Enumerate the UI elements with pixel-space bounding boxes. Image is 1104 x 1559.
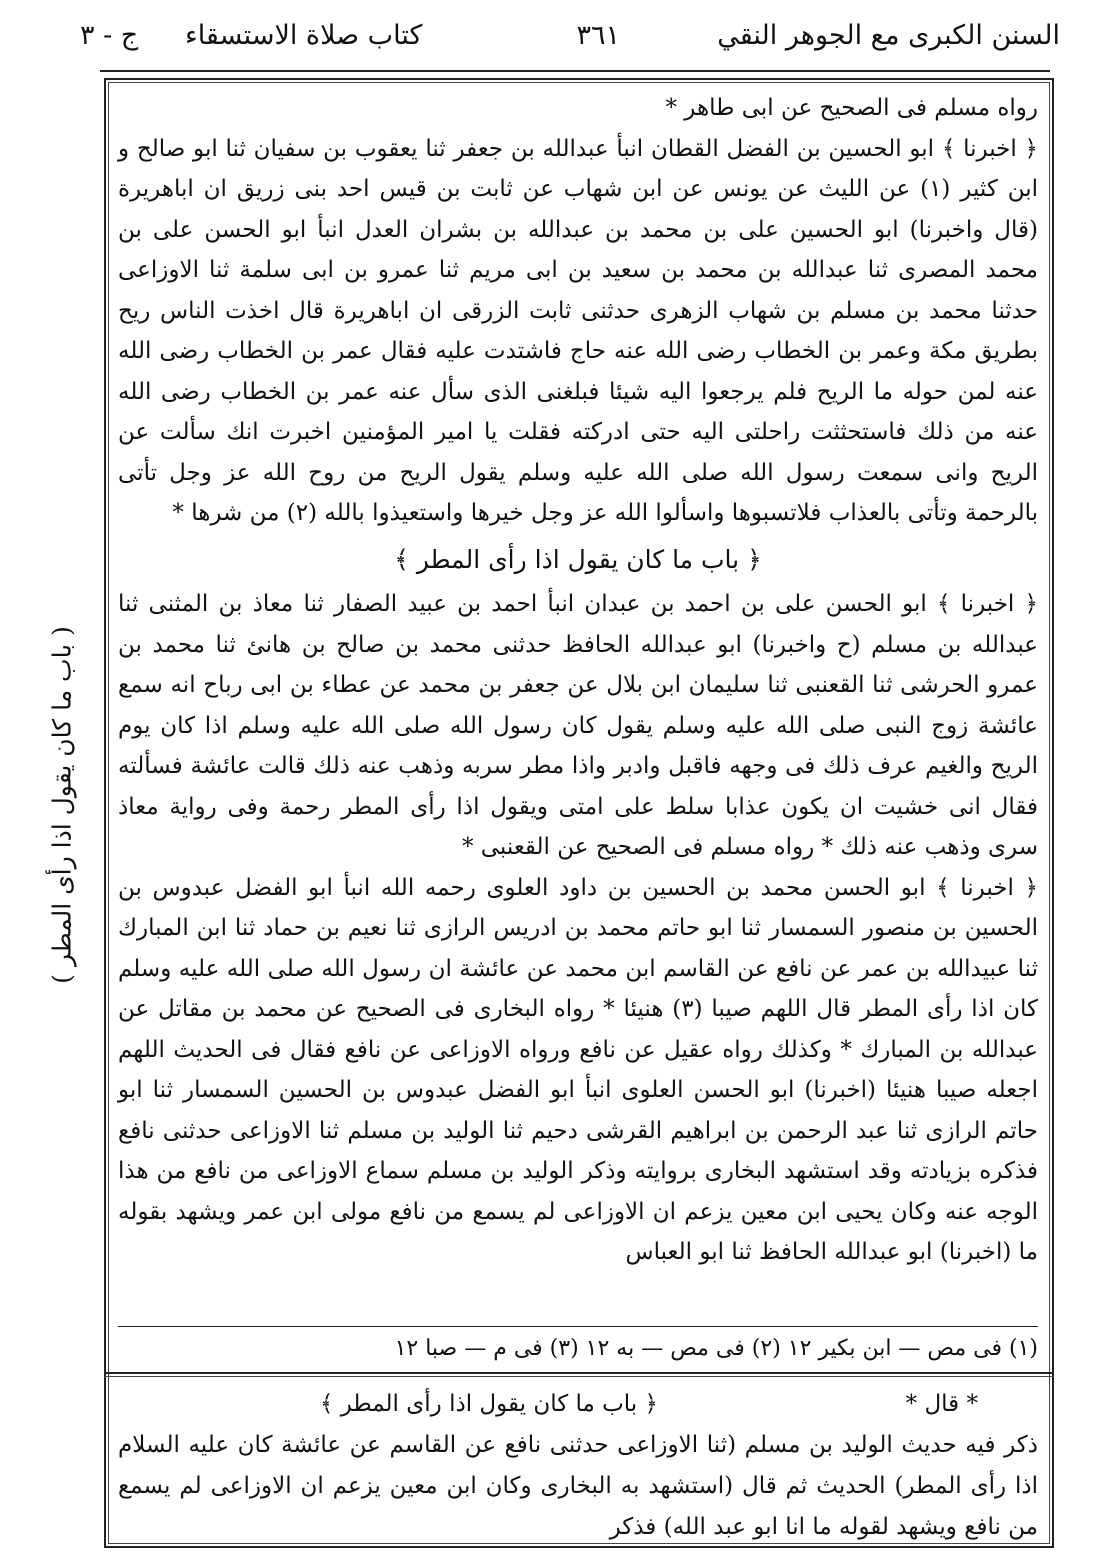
header-divider	[100, 70, 1050, 72]
main-text	[118, 88, 1038, 1273]
margin-title-text: ( باب ما كان يقول اذا رأى المطر )	[47, 626, 77, 984]
commentary-section	[118, 1384, 1038, 1548]
commentary-heading-row	[118, 1384, 1038, 1425]
text-paragraph: ﴿ اخبرنا ﴾ ابو الحسن على بن احمد بن عبدان انبأ احمد بن عبيد الصفار ثنا معاذ بن المثنى ثنا عبدالله بن مسلم (ح واخبرنا) ابو عبدالله الحافظ حدثنى محمد بن صالح بن هانئ ثنا محمد بن عمرو الحرشى ثنا القعنبى ثنا سليمان ابن بلال عن جعفر بن محمد عن عطاء بن ابى رباح انه سمع عائشة زوج النبى صلى الله عليه وسلم يقول كان رسول الله صلى الله عليه وسلم اذا كان يوم الريح والغيم عرف ذلك فى وجهه فاقبل وادبر واذا مطر سربه وذهب عنه ذلك قالت عائشة فسألته فقال انى خشيت ان يكون عذابا سلط على امتى ويقول اذا رأى المطر رحمة وفى رواية معاذ سرى وذهب عنه ذلك * رواه مسلم فى الصحيح عن القعنبى *	[118, 591, 1038, 860]
text-paragraph: ﴿ اخبرنا ﴾ ابو الحسين بن الفضل القطان انبأ عبدالله بن جعفر ثنا يعقوب بن سفيان ثنا ابو صالح و ابن كثير (١) عن الليث عن يونس عن ابن شهاب عن ثابت بن قيس احد بنى زريق ان اباهريرة (قال واخبرنا) ابو الحسين على بن محمد بن عبدالله بن بشران العدل انبأ ابو الحسن على بن محمد المصرى ثنا عبدالله بن محمد بن سعيد بن ابى مريم ثنا عمرو بن ابى سلمة ثنا الاوزاعى حدثنا محمد بن مسلم بن شهاب الزهرى حدثنى ثابت الزرقى ان اباهريرة قال اخذت الناس ريح بطريق مكة وعمر بن الخطاب رضى الله عنه حاج فاشتدت عليه فقال عمر بن الخطاب رضى الله عنه لمن حوله ما الريح فلم يرجعوا اليه شيئا فبلغنى الذى سأل عنه عمر بن الخطاب رضى الله عنه من ذلك فاستحثثت راحلتى اليه حتى ادركته فقلت يا امير المؤمنين اخبرت انك سألت عن الريح وانى سمعت رسول الله صلى الله عليه وسلم يقول الريح من روح الله عز وجل تأتى بالرحمة وتأتى بالعذاب فلاتسبوها واسألوا الله عز وجل خيرها واستعيذوا بالله (٢) من شرها *	[118, 135, 1038, 526]
chapter-title: كتاب صلاة الاستسقاء	[185, 20, 423, 51]
footnotes: (١) فى مص — ابن بكير ١٢ (٢) فى مص — به ١٢ (٣) فى م — صبا ١٢	[394, 1336, 1038, 1361]
page-number: ٣٦١	[576, 20, 620, 51]
page-header	[60, 14, 1060, 64]
text-paragraph: رواه مسلم فى الصحيح عن ابى طاهر *	[665, 95, 1038, 121]
section-heading: ﴿ باب ما كان يقول اذا رأى المطر ﴾	[394, 544, 762, 574]
volume-number: ج - ٣	[80, 20, 139, 51]
footnote-divider	[118, 1326, 1038, 1327]
commentary-qal: * قال *	[905, 1391, 978, 1417]
commentary-divider-inner	[104, 1376, 1054, 1377]
commentary-title: ﴿ باب ما كان يقول اذا رأى المطر ﴾	[319, 1391, 658, 1417]
book-title: السنن الكبرى مع الجوهر النقي	[717, 20, 1060, 51]
text-paragraph: ﴿ اخبرنا ﴾ ابو الحسن محمد بن الحسين بن داود العلوى رحمه الله انبأ ابو الفضل عبدوس بن الحسين بن منصور السمسار ثنا ابو حاتم محمد بن ادريس الرازى ثنا نعيم بن حماد ثنا ابن المبارك ثنا عبيدالله بن عمر عن نافع عن القاسم ابن محمد عن عائشة ان رسول الله صلى الله عليه وسلم كان اذا رأى المطر قال اللهم صيبا (٣) هنيئا * رواه البخارى فى الصحيح عن محمد بن مقاتل عن عبدالله بن المبارك * وكذلك رواه عقيل عن نافع ورواه الاوزاعى عن نافع فقال فى الحديث اللهم اجعله صيبا هنيئا (اخبرنا) ابو الحسن العلوى انبأ ابو الفضل عبدوس بن الحسين السمسار ثنا ابو حاتم الرازى ثنا عبد الرحمن بن ابراهيم القرشى دحيم ثنا الوليد بن مسلم ثنا الاوزاعى حدثنى نافع فذكره بزيادته وقد استشهد البخارى بروايته وذكر الوليد بن مسلم سماع الاوزاعى من نافع من هذا الوجه عنه وكان يحيى ابن معين يزعم ان الاوزاعى لم يسمع من نافع مولى ابن عمر ويشهد بقوله ما (اخبرنا) ابو عبدالله الحافظ ثنا ابو العباس	[118, 874, 1038, 1265]
margin-section-title	[36, 626, 88, 984]
commentary-text: ذكر فيه حديث الوليد بن مسلم (ثنا الاوزاعى حدثنى نافع عن القاسم عن عائشة كان عليه السلام اذا رأى المطر) الحديث ثم قال (استشهد به البخارى وكان ابن معين يزعم ان الاوزاعى لم يسمع من نافع ويشهد لقوله ما انا ابو عبد الله) فذكر	[118, 1432, 1038, 1540]
commentary-divider	[104, 1372, 1054, 1374]
